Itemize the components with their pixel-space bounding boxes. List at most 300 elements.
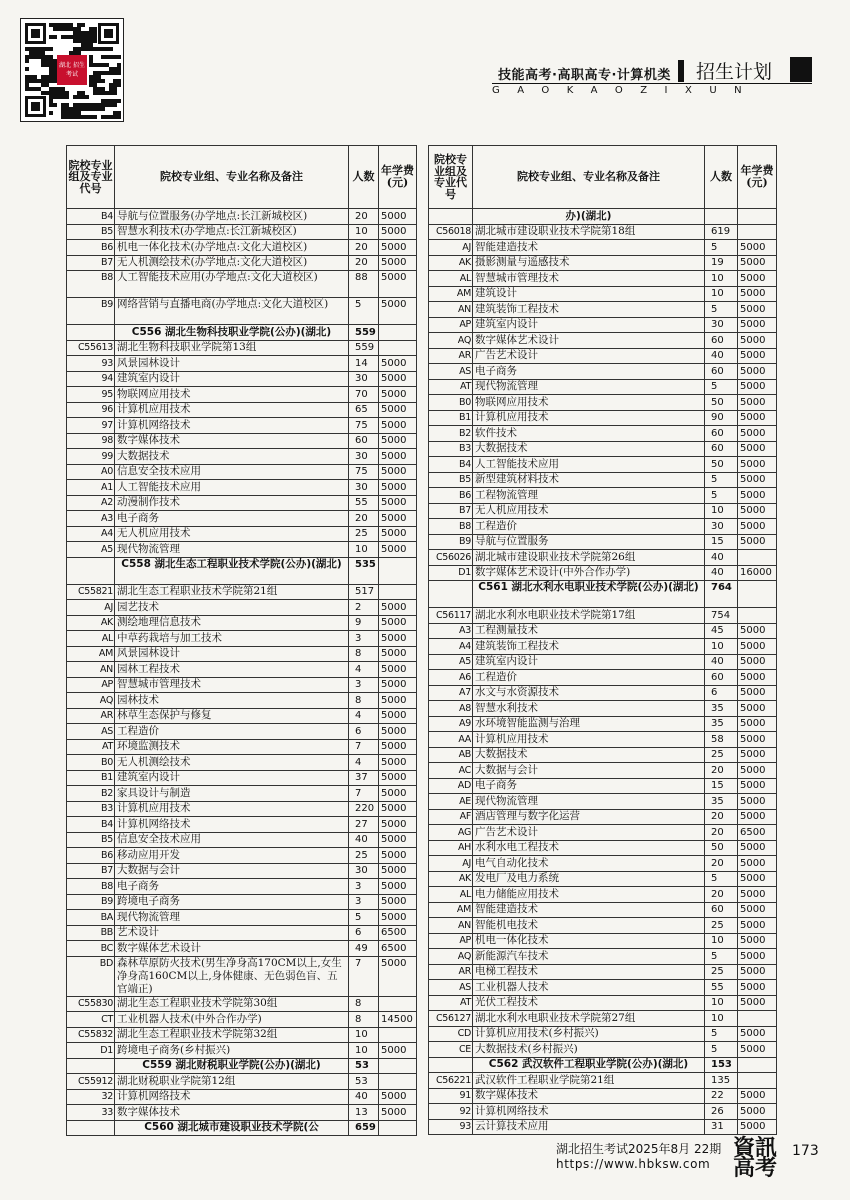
cell-code: AL <box>67 631 115 647</box>
cell-fee: 5000 <box>738 240 777 256</box>
table-row <box>429 457 777 473</box>
cell-count: 619 <box>705 224 738 240</box>
cell-name: 建筑装饰工程技术 <box>473 639 705 655</box>
cell-fee: 5000 <box>738 1088 777 1104</box>
group-row <box>67 996 417 1012</box>
cell-code: B0 <box>429 395 473 411</box>
cell-count: 40 <box>705 565 738 581</box>
cell-code: AR <box>429 964 473 980</box>
cell-fee: 5000 <box>379 631 417 647</box>
table-row <box>67 894 417 910</box>
cell-count: 9 <box>349 615 379 631</box>
cell-count: 37 <box>349 770 379 786</box>
cell-name: 机电一体化技术 <box>473 933 705 949</box>
cell-count: 25 <box>705 964 738 980</box>
cell-count: 40 <box>349 1089 379 1105</box>
qr-finder-pattern <box>31 29 40 38</box>
cell-code: AM <box>67 646 115 662</box>
cell-code: AP <box>429 933 473 949</box>
qr-module <box>113 103 117 107</box>
cell-code: B9 <box>67 894 115 910</box>
group-row <box>429 1073 777 1089</box>
col-header-code: 院校专业组及专业代号 <box>67 146 115 209</box>
table-row <box>429 488 777 504</box>
cell-code: 99 <box>67 449 115 465</box>
cell-code: AJ <box>429 240 473 256</box>
cell-fee: 5000 <box>379 1043 417 1059</box>
cell-code: BB <box>67 925 115 941</box>
table-row <box>429 856 777 872</box>
table-row <box>429 794 777 810</box>
col-header-fee: 年学费(元) <box>379 146 417 209</box>
cell-code <box>429 209 473 225</box>
cell-fee: 5000 <box>738 1042 777 1058</box>
table-row <box>67 786 417 802</box>
cell-code: 97 <box>67 418 115 434</box>
cell-code: AJ <box>67 600 115 616</box>
cell-code: 96 <box>67 402 115 418</box>
table-row <box>429 395 777 411</box>
cell-code: AN <box>429 302 473 318</box>
table-row <box>429 809 777 825</box>
cell-count: 15 <box>705 534 738 550</box>
cell-count: 3 <box>349 879 379 895</box>
cell-count: 31 <box>705 1119 738 1135</box>
cell-code: C55830 <box>67 996 115 1012</box>
cell-name: 无人机测绘技术(办学地点:文化大道校区) <box>115 255 349 271</box>
table-row <box>67 418 417 434</box>
cell-name: 智慧城市管理技术 <box>115 677 349 693</box>
cell-code: A5 <box>429 654 473 670</box>
cell-code: C55832 <box>67 1027 115 1043</box>
cell-count: 14 <box>349 356 379 372</box>
cell-fee: 5000 <box>738 519 777 535</box>
cell-name: 湖北水利水电职业技术学院第17组 <box>473 608 705 624</box>
table-row <box>67 801 417 817</box>
group-row <box>429 608 777 624</box>
cell-count: 8 <box>349 1012 379 1028</box>
table-row <box>429 995 777 1011</box>
cell-fee: 5000 <box>379 708 417 724</box>
cell-fee: 5000 <box>738 255 777 271</box>
cell-name: 工业机器人技术 <box>473 980 705 996</box>
school-row <box>429 209 777 225</box>
table-row <box>67 1105 417 1121</box>
cell-code: C55613 <box>67 340 115 356</box>
cell-count: 30 <box>349 480 379 496</box>
cell-code: B2 <box>67 786 115 802</box>
cell-code: AP <box>429 317 473 333</box>
qr-module <box>113 91 117 95</box>
cell-name: 信息安全技术应用 <box>115 464 349 480</box>
section-title: 招生计划 <box>696 61 773 83</box>
cell-count: 53 <box>349 1074 379 1090</box>
cell-count: 10 <box>705 286 738 302</box>
cell-count: 90 <box>705 410 738 426</box>
cell-code: AJ <box>429 856 473 872</box>
cell-count: 65 <box>349 402 379 418</box>
cell-name: 网络营销与直播电商(办学地点:文化大道校区) <box>115 298 349 325</box>
cell-count: 30 <box>349 449 379 465</box>
qr-module <box>53 79 57 83</box>
cell-code: C55821 <box>67 584 115 600</box>
cell-name: 计算机网络技术 <box>115 418 349 434</box>
cell-code: 93 <box>67 356 115 372</box>
qr-module <box>93 115 97 119</box>
page-number: 173 <box>792 1143 819 1159</box>
cell-name: 跨境电子商务 <box>115 894 349 910</box>
cell-count: 5 <box>705 488 738 504</box>
cell-count: 50 <box>705 395 738 411</box>
table-row <box>67 925 417 941</box>
cell-code: AM <box>429 286 473 302</box>
cell-fee: 5000 <box>738 809 777 825</box>
cell-code: AK <box>67 615 115 631</box>
cell-code: B4 <box>429 457 473 473</box>
table-header <box>67 146 417 209</box>
cell-code: A3 <box>67 511 115 527</box>
table-row <box>67 464 417 480</box>
cell-count: 58 <box>705 732 738 748</box>
cell-name: 工业机器人技术(中外合作办学) <box>115 1012 349 1028</box>
cell-count: 5 <box>705 472 738 488</box>
cell-fee <box>379 557 417 584</box>
cell-count: 20 <box>349 240 379 256</box>
table-row <box>429 980 777 996</box>
table-row <box>429 902 777 918</box>
cell-count: 3 <box>349 894 379 910</box>
cell-count: 10 <box>705 1011 738 1027</box>
cell-fee: 5000 <box>738 1026 777 1042</box>
table-row <box>429 364 777 380</box>
cell-name: 湖北生态工程职业技术学院第30组 <box>115 996 349 1012</box>
qr-module <box>85 95 89 99</box>
cell-count: 60 <box>705 426 738 442</box>
table-row <box>67 941 417 957</box>
qr-module <box>25 67 29 71</box>
cell-fee: 5000 <box>379 646 417 662</box>
cell-name: 林草生态保护与修复 <box>115 708 349 724</box>
school-row <box>67 1120 417 1136</box>
cell-name: 智能机电技术 <box>473 918 705 934</box>
table-row <box>67 646 417 662</box>
cell-count: 8 <box>349 646 379 662</box>
cell-fee: 5000 <box>738 856 777 872</box>
table-row <box>67 255 417 271</box>
cell-code: B6 <box>429 488 473 504</box>
cell-fee: 5000 <box>379 255 417 271</box>
cell-name: 建筑装饰工程技术 <box>473 302 705 318</box>
plan-table-left <box>66 145 417 1136</box>
cell-count: 20 <box>705 809 738 825</box>
cell-fee <box>738 224 777 240</box>
table-row <box>429 348 777 364</box>
cell-count: 659 <box>349 1120 379 1136</box>
cell-count: 7 <box>349 739 379 755</box>
cell-name: 新型建筑材料技术 <box>473 472 705 488</box>
cell-count: 2 <box>349 600 379 616</box>
cell-fee: 5000 <box>379 832 417 848</box>
cell-code: B5 <box>67 224 115 240</box>
cell-code: B9 <box>429 534 473 550</box>
cell-count: 6 <box>705 685 738 701</box>
cell-code: B1 <box>429 410 473 426</box>
cell-fee: 5000 <box>738 747 777 763</box>
cell-name: 大数据技术 <box>473 441 705 457</box>
cell-name: 森林草原防火技术(男生净身高170CM以上,女生净身高160CM以上,身体健康、无色弱色盲、五官端正) <box>115 956 349 996</box>
table-row <box>429 302 777 318</box>
cell-fee: 5000 <box>379 526 417 542</box>
cell-code: B8 <box>67 879 115 895</box>
table-row <box>67 449 417 465</box>
cell-code: AN <box>429 918 473 934</box>
cell-fee: 5000 <box>379 615 417 631</box>
cell-name: 湖北水利水电职业技术学院第27组 <box>473 1011 705 1027</box>
table-row <box>429 747 777 763</box>
cell-name: 现代物流管理 <box>473 794 705 810</box>
cell-name: 大数据技术(乡村振兴) <box>473 1042 705 1058</box>
table-row <box>67 631 417 647</box>
col-header-name: 院校专业组、专业名称及备注 <box>115 146 349 209</box>
cell-name: 环境监测技术 <box>115 739 349 755</box>
cell-count: 3 <box>349 631 379 647</box>
cell-count: 20 <box>705 856 738 872</box>
cell-count: 4 <box>349 755 379 771</box>
footer-logo: 資訊 高考 <box>733 1135 778 1181</box>
footer-url[interactable]: https://www.hbksw.com <box>556 1157 711 1171</box>
cell-code: AR <box>429 348 473 364</box>
cell-code: CD <box>429 1026 473 1042</box>
cell-fee: 5000 <box>738 995 777 1011</box>
cell-count: 26 <box>705 1104 738 1120</box>
cell-name: 大数据技术 <box>473 747 705 763</box>
table-row <box>429 333 777 349</box>
table-row <box>67 1043 417 1059</box>
qr-module <box>77 51 81 55</box>
cell-fee: 5000 <box>379 786 417 802</box>
table-row <box>67 724 417 740</box>
group-row <box>429 550 777 566</box>
table-row <box>429 271 777 287</box>
cell-code: B3 <box>429 441 473 457</box>
cell-name: 工程测量技术 <box>473 623 705 639</box>
cell-fee: 5000 <box>738 871 777 887</box>
cell-count: 60 <box>705 441 738 457</box>
cell-count: 60 <box>705 670 738 686</box>
cell-count: 6 <box>349 925 379 941</box>
cell-count: 3 <box>349 677 379 693</box>
cell-code: A8 <box>429 701 473 717</box>
cell-code: AL <box>429 887 473 903</box>
cell-code: A0 <box>67 464 115 480</box>
group-row <box>67 1027 417 1043</box>
cell-name: 无人机应用技术 <box>115 526 349 542</box>
cell-count: 40 <box>705 654 738 670</box>
table-row <box>67 526 417 542</box>
cell-code: AK <box>429 871 473 887</box>
cell-code: B6 <box>67 848 115 864</box>
cell-fee: 5000 <box>738 840 777 856</box>
cell-count: 60 <box>705 364 738 380</box>
qr-module <box>117 71 121 75</box>
cell-name: 计算机应用技术 <box>115 402 349 418</box>
cell-fee: 5000 <box>379 894 417 910</box>
cell-name: 计算机网络技术 <box>473 1104 705 1120</box>
table-row <box>429 654 777 670</box>
cell-code: 32 <box>67 1089 115 1105</box>
cell-code: AG <box>429 825 473 841</box>
cell-code: 94 <box>67 371 115 387</box>
table-row <box>429 763 777 779</box>
qr-module <box>53 103 57 107</box>
cell-count: 20 <box>349 209 379 225</box>
cell-code: B5 <box>429 472 473 488</box>
cell-fee: 6500 <box>379 941 417 957</box>
cell-fee <box>738 209 777 225</box>
cell-name: 物联网应用技术 <box>115 387 349 403</box>
cell-code: C55912 <box>67 1074 115 1090</box>
cell-fee: 5000 <box>379 356 417 372</box>
cell-name: 湖北生物科技职业学院第13组 <box>115 340 349 356</box>
qr-module <box>49 111 53 115</box>
cell-fee: 14500 <box>379 1012 417 1028</box>
cell-name: 电力储能应用技术 <box>473 887 705 903</box>
qr-finder-pattern <box>104 29 113 38</box>
cell-name: 园林技术 <box>115 693 349 709</box>
cell-code: B6 <box>67 240 115 256</box>
qr-module <box>109 47 113 51</box>
cell-code: AQ <box>429 333 473 349</box>
cell-name: 风景园林设计 <box>115 356 349 372</box>
cell-fee: 5000 <box>379 801 417 817</box>
cell-name: 湖北生态工程职业技术学院第21组 <box>115 584 349 600</box>
cell-fee: 5000 <box>738 778 777 794</box>
cell-code: B7 <box>67 255 115 271</box>
cell-fee: 5000 <box>738 623 777 639</box>
cell-fee: 5000 <box>738 271 777 287</box>
cell-count: 53 <box>349 1058 379 1074</box>
cell-fee: 5000 <box>738 918 777 934</box>
cell-name: 数字媒体技术 <box>115 1105 349 1121</box>
school-row <box>429 1057 777 1073</box>
cell-name: 湖北城市建设职业技术学院第26组 <box>473 550 705 566</box>
table-row <box>429 426 777 442</box>
cell-count: 30 <box>705 519 738 535</box>
table-row <box>67 1089 417 1105</box>
cell-fee <box>379 1027 417 1043</box>
table-row <box>429 1104 777 1120</box>
table-row <box>429 685 777 701</box>
cell-code: AS <box>429 980 473 996</box>
cell-name: 数字媒体技术 <box>115 433 349 449</box>
cell-name: 机电一体化技术(办学地点:文化大道校区) <box>115 240 349 256</box>
cell-name: 现代物流管理 <box>115 910 349 926</box>
cell-fee <box>379 325 417 341</box>
qr-module <box>117 55 121 59</box>
table-row <box>429 441 777 457</box>
cell-fee: 5000 <box>738 670 777 686</box>
table-row <box>429 964 777 980</box>
cell-fee: 5000 <box>738 949 777 965</box>
cell-fee: 6500 <box>738 825 777 841</box>
cell-count: 10 <box>349 1027 379 1043</box>
cell-count: 20 <box>705 763 738 779</box>
cell-name: C559 湖北财税职业学院(公办)(湖北) <box>115 1058 349 1074</box>
cell-count: 5 <box>705 949 738 965</box>
cell-fee: 5000 <box>379 600 417 616</box>
table-row <box>429 670 777 686</box>
cell-fee <box>379 584 417 600</box>
cell-fee: 5000 <box>738 379 777 395</box>
cell-fee: 5000 <box>738 472 777 488</box>
cell-name: 建筑室内设计 <box>115 371 349 387</box>
table-row <box>67 677 417 693</box>
cell-count: 35 <box>705 716 738 732</box>
table-row <box>67 770 417 786</box>
cell-fee: 5000 <box>738 794 777 810</box>
cell-count: 10 <box>705 639 738 655</box>
cell-fee: 5000 <box>738 902 777 918</box>
table-row <box>429 933 777 949</box>
table-row <box>67 879 417 895</box>
cell-name: 无人机测绘技术 <box>115 755 349 771</box>
cell-name: 电子商务 <box>115 511 349 527</box>
cell-count: 5 <box>349 910 379 926</box>
group-row <box>429 224 777 240</box>
cell-code: AT <box>429 995 473 1011</box>
cell-name: 动漫制作技术 <box>115 495 349 511</box>
cell-name: 摄影测量与遥感技术 <box>473 255 705 271</box>
table-row <box>429 410 777 426</box>
qr-badge: 湖北 招生考试 <box>57 55 87 85</box>
cell-code: C56221 <box>429 1073 473 1089</box>
cell-count: 25 <box>349 848 379 864</box>
table-row <box>67 1012 417 1028</box>
table-row <box>67 739 417 755</box>
cell-count: 35 <box>705 794 738 810</box>
cell-count: 25 <box>705 918 738 934</box>
cell-code: A3 <box>429 623 473 639</box>
cell-fee: 5000 <box>379 662 417 678</box>
cell-fee: 5000 <box>379 693 417 709</box>
cell-fee: 5000 <box>738 441 777 457</box>
col-header-count: 人数 <box>349 146 379 209</box>
cell-count: 40 <box>705 550 738 566</box>
cell-name: 软件技术 <box>473 426 705 442</box>
cell-fee <box>379 1120 417 1136</box>
table-row <box>67 755 417 771</box>
cell-fee: 5000 <box>379 863 417 879</box>
cell-code: AD <box>429 778 473 794</box>
cell-code: A4 <box>429 639 473 655</box>
cell-name: 无人机应用技术 <box>473 503 705 519</box>
cell-code: AP <box>67 677 115 693</box>
cell-fee <box>738 550 777 566</box>
table-row <box>429 1119 777 1135</box>
qr-module <box>25 59 29 63</box>
cell-fee: 5000 <box>379 495 417 511</box>
cell-name: 电气自动化技术 <box>473 856 705 872</box>
cell-fee: 5000 <box>738 348 777 364</box>
table-row <box>429 887 777 903</box>
col-header-name: 院校专业组、专业名称及备注 <box>473 146 705 209</box>
cell-name: 广告艺术设计 <box>473 825 705 841</box>
cell-fee: 5000 <box>379 542 417 558</box>
cell-count: 30 <box>349 371 379 387</box>
table-row <box>429 732 777 748</box>
cell-code: B8 <box>67 271 115 298</box>
cell-code: AS <box>67 724 115 740</box>
